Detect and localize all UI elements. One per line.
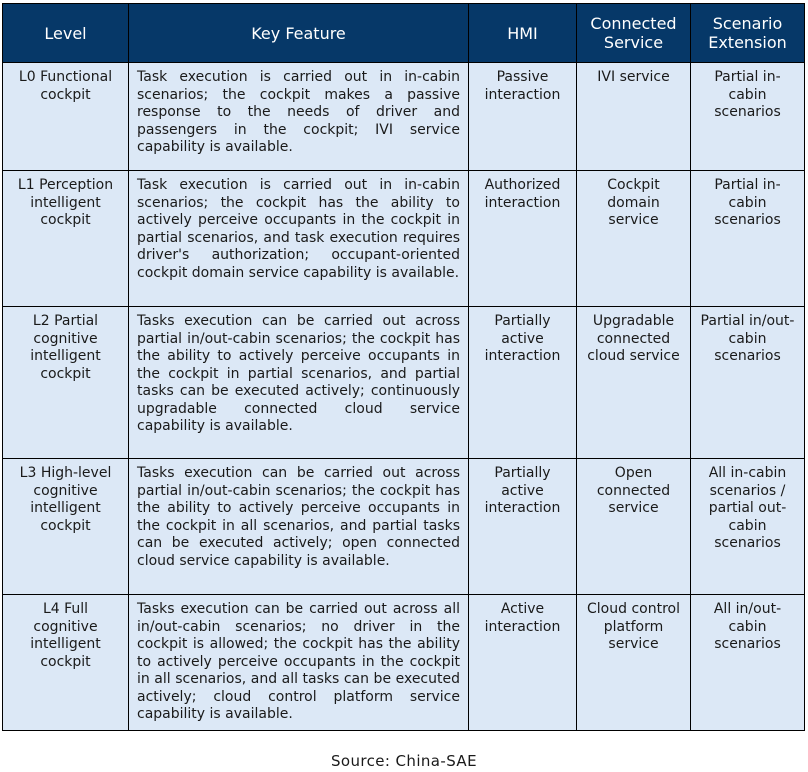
level-cell: L1 Perception intelligent cockpit [3, 171, 129, 307]
table-row [3, 459, 805, 595]
header-row [3, 4, 805, 63]
connected-service-cell: Cloud control platform service [577, 595, 691, 731]
level-cell: L2 Partial cognitive intelligent cockpit [3, 307, 129, 459]
table-row [3, 63, 805, 171]
table-row [3, 595, 805, 731]
scenario-extension-cell: All in-cabin scenarios / partial out-cabin scenarios [691, 459, 805, 595]
level-cell: L0 Functional cockpit [3, 63, 129, 171]
key-feature-cell: Task execution is carried out in in-cabin scenarios; the cockpit makes a passive response to the needs of driver and passengers in the cockpit; IVI service capability is available. [129, 63, 469, 171]
hmi-cell: Active interaction [469, 595, 577, 731]
header-level: Level [3, 4, 129, 63]
level-cell: L4 Full cognitive intelligent cockpit [3, 595, 129, 731]
table-row [3, 307, 805, 459]
scenario-extension-cell: All in/out-cabin scenarios [691, 595, 805, 731]
header-connected-service: Connected Service [577, 4, 691, 63]
key-feature-cell: Tasks execution can be carried out across all in/out-cabin scenarios; no driver in the cockpit is allowed; the cockpit has the ability to actively perceive occupants in the cockpit in all scenarios, and all tasks can be executed actively; cloud control platform service capability is available. [129, 595, 469, 731]
header-hmi: HMI [469, 4, 577, 63]
table-body [3, 63, 805, 731]
hmi-cell: Partially active interaction [469, 459, 577, 595]
scenario-extension-cell: Partial in/out-cabin scenarios [691, 307, 805, 459]
hmi-cell: Authorized interaction [469, 171, 577, 307]
cockpit-levels-table-wrapper [2, 3, 804, 731]
scenario-extension-cell: Partial in-cabin scenarios [691, 63, 805, 171]
table-header [3, 4, 805, 63]
header-scenario-extension: Scenario Extension [691, 4, 805, 63]
scenario-extension-cell: Partial in-cabin scenarios [691, 171, 805, 307]
connected-service-cell: IVI service [577, 63, 691, 171]
table-row [3, 171, 805, 307]
source-caption: Source: China-SAE [331, 752, 477, 770]
key-feature-cell: Task execution is carried out in in-cabin scenarios; the cockpit has the ability to actively perceive occupants in the cockpit in partial scenarios, and task execution requires driver's authorization; occupant-oriented cockpit domain service capability is available. [129, 171, 469, 307]
connected-service-cell: Open connected service [577, 459, 691, 595]
connected-service-cell: Upgradable connected cloud service [577, 307, 691, 459]
connected-service-cell: Cockpit domain service [577, 171, 691, 307]
key-feature-cell: Tasks execution can be carried out across partial in/out-cabin scenarios; the cockpit has the ability to actively perceive occupants in the cockpit in partial scenarios, and partial tasks can be executed actively; continuously upgradable connected cloud service capability is available. [129, 307, 469, 459]
header-key-feature: Key Feature [129, 4, 469, 63]
key-feature-cell: Tasks execution can be carried out across partial in/out-cabin scenarios; the cockpit has the ability to actively perceive occupants in the cockpit in all scenarios, and partial tasks can be executed actively; open connected cloud service capability is available. [129, 459, 469, 595]
cockpit-levels-table [2, 3, 805, 731]
hmi-cell: Passive interaction [469, 63, 577, 171]
hmi-cell: Partially active interaction [469, 307, 577, 459]
level-cell: L3 High-level cognitive intelligent cockpit [3, 459, 129, 595]
